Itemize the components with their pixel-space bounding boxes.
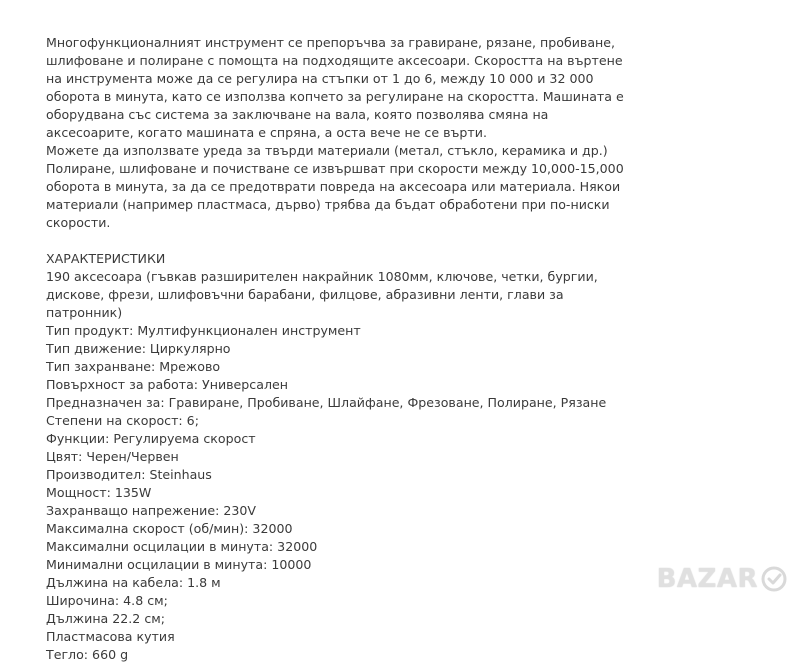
intro-line: Многофункционалният инструмент се препоръчва за гравиране, рязане, пробиване, bbox=[46, 35, 616, 50]
intro-line: скорости. bbox=[46, 215, 111, 230]
spec-line: Тегло: 660 g bbox=[46, 647, 129, 662]
spec-line: Функции: Регулируема скорост bbox=[46, 431, 256, 446]
intro-line: оборудвана със система за заключване на вала, която позволява смяна на bbox=[46, 107, 549, 122]
intro-line: аксесоарите, когато машината е спряна, а оста вече не се върти. bbox=[46, 125, 487, 140]
spec-line: патронник) bbox=[46, 305, 123, 320]
spec-line: 190 аксесоара (гъвкав разширителен накрайник 1080мм, ключове, четки, бургии, bbox=[46, 269, 598, 284]
spec-line: Дължина на кабела: 1.8 м bbox=[46, 575, 221, 590]
intro-line: оборота в минута, за да се предотврати повреда на аксесоара или материала. Някои bbox=[46, 179, 621, 194]
spec-line: Цвят: Черен/Червен bbox=[46, 449, 179, 464]
spec-line: Захранващо напрежение: 230V bbox=[46, 503, 256, 518]
intro-line: Можете да използвате уреда за твърди материали (метал, стъкло, керамика и др.) bbox=[46, 143, 608, 158]
spec-line: Предназначен за: Гравиране, Пробиване, Шлайфане, Фрезоване, Полиране, Рязане bbox=[46, 395, 607, 410]
intro-line: Полиране, шлифоване и почистване се извършват при скорости между 10,000-15,000 bbox=[46, 161, 624, 176]
intro-line: материали (например пластмаса, дърво) трябва да бъдат обработени при по-ниски bbox=[46, 197, 610, 212]
bazar-logo-icon bbox=[760, 565, 788, 593]
specifications bbox=[46, 250, 766, 664]
watermark-text: BAZAR bbox=[656, 564, 758, 594]
spec-line: Минимални осцилации в минута: 10000 bbox=[46, 557, 312, 572]
spec-line: Повърхност за работа: Универсален bbox=[46, 377, 288, 392]
intro-line: оборота в минута, като се използва копчето за регулиране на скоростта. Машината е bbox=[46, 89, 624, 104]
intro-line: шлифоване и полиране с помощта на подходящите аксесоари. Скоростта на въртене bbox=[46, 53, 623, 68]
spec-line: Широчина: 4.8 см; bbox=[46, 593, 168, 608]
spec-line: Тип движение: Циркулярно bbox=[46, 341, 231, 356]
spec-line: Дължина 22.2 см; bbox=[46, 611, 165, 626]
spec-line: Степени на скорост: 6; bbox=[46, 413, 199, 428]
spec-line: Максимални осцилации в минута: 32000 bbox=[46, 539, 318, 554]
spec-line: Пластмасова кутия bbox=[46, 629, 175, 644]
spec-line: Мощност: 135W bbox=[46, 485, 152, 500]
intro-paragraph bbox=[46, 34, 766, 232]
spec-line: дискове, фрези, шлифовъчни барабани, филцове, абразивни ленти, глави за bbox=[46, 287, 564, 302]
specs-heading: ХАРАКТЕРИСТИКИ bbox=[46, 251, 166, 266]
spec-line: Тип продукт: Мултифункционален инструмент bbox=[46, 323, 361, 338]
bazar-watermark bbox=[657, 564, 788, 594]
spec-line: Тип захранване: Мрежово bbox=[46, 359, 221, 374]
spec-line: Производител: Steinhaus bbox=[46, 467, 212, 482]
spec-line: Максимална скорост (об/мин): 32000 bbox=[46, 521, 293, 536]
intro-line: на инструмента може да се регулира на стъпки от 1 до 6, между 10 000 и 32 000 bbox=[46, 71, 594, 86]
